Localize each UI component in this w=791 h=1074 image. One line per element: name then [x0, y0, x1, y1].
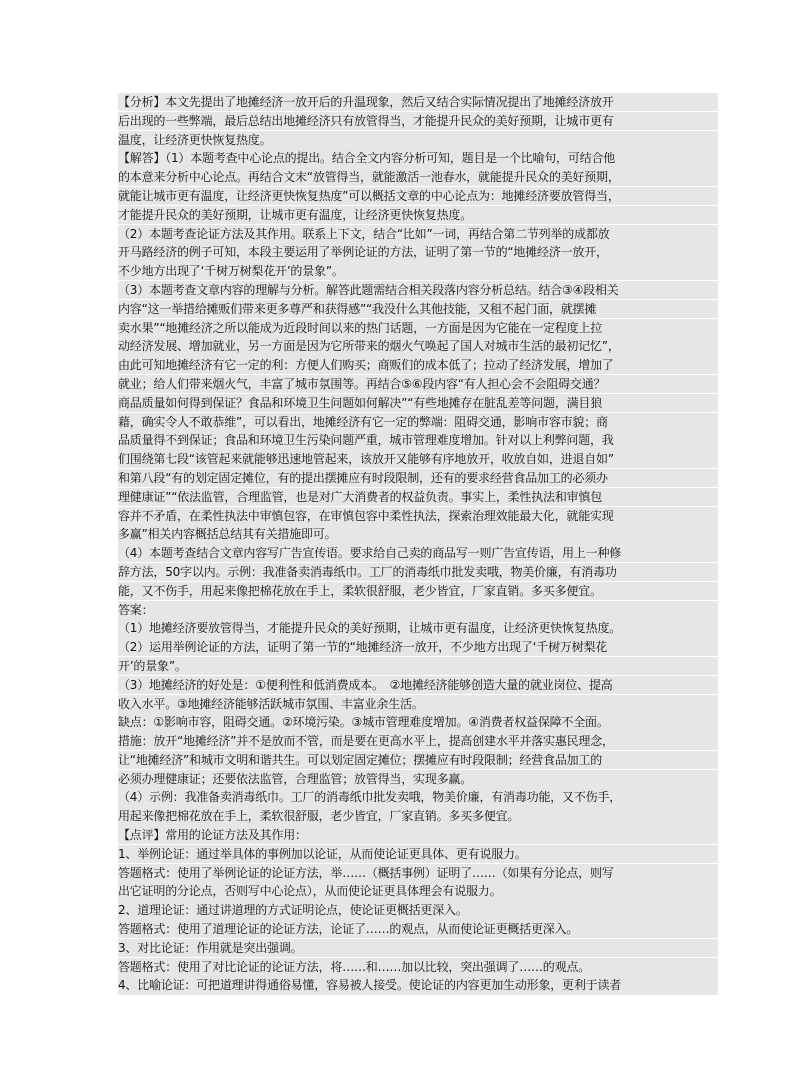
- text-line: 和第八段“有的划定固定摊位，有的提出摆摊应有时段限制，还有的要求经营食品加工的必须办: [118, 469, 718, 487]
- text-line: 才能提升民众的美好预期，让城市更有温度，让经济更快恢复热度。: [118, 206, 718, 224]
- text-line: 后出现的一些弊端，最后总结出地摊经济只有放管得当，才能提升民众的美好预期，让城市更有: [118, 112, 718, 130]
- text-line: 品质量得不到保证；食品和环境卫生污染问题严重，城市管理难度增加。针对以上利弊问题，我: [118, 431, 718, 449]
- text-line: 收入水平。③地摊经济能够活跃城市氛围、丰富业余生活。: [118, 695, 718, 713]
- text-line: 答案：: [118, 601, 718, 619]
- text-line: 辞方法，50字以内。示例：我准备卖消毒纸巾。工厂的消毒纸巾批发卖哦，物美价廉，有消毒功: [118, 563, 718, 581]
- text-line: 4、比喻论证：可把道理讲得通俗易懂，容易被人接受。使论证的内容更加生动形象，更利于读者: [118, 976, 718, 994]
- text-line: 内容“这一举措给摊贩们带来更多尊严和获得感”“我没什么其他技能，又租不起门面，就摆摊: [118, 300, 718, 318]
- text-line: 1、举例论证：通过举具体的事例加以论证，从而使论证更具体、更有说服力。: [118, 845, 718, 863]
- text-line: 就业；给人们带来烟火气，丰富了城市氛围等。再结合⑤⑥段内容“有人担心会不会阻碍交通？: [118, 375, 718, 393]
- text-line: （3）本题考查文章内容的理解与分析。解答此题需结合相关段落内容分析总结。结合③④段相关: [118, 281, 718, 299]
- text-line: （1）地摊经济要放管得当，才能提升民众的美好预期，让城市更有温度，让经济更快恢复热度。: [118, 619, 718, 637]
- text-line: 出它证明的分论点，否则写中心论点），从而使论证更具体理会有说服力。: [118, 882, 718, 900]
- text-line: 由此可知地摊经济有它一定的利：方便人们购买；商贩们的成本低了；拉动了经济发展，增加了: [118, 356, 718, 374]
- text-line: 让“地摊经济”和城市文明和谐共生。可以划定固定摊位；摆摊应有时段限制；经营食品加工的: [118, 751, 718, 769]
- text-line: 理健康证”“依法监管，合理监管，也是对广大消费者的权益负责。事实上，柔性执法和审慎包: [118, 488, 718, 506]
- text-line: （4）示例：我准备卖消毒纸巾。工厂的消毒纸巾批发卖哦，物美价廉，有消毒功能，又不伤手，: [118, 788, 718, 806]
- text-line: 就能让城市更有温度，让经济更快恢复热度”可以概括文章的中心论点为：地摊经济要放管得当，: [118, 187, 718, 205]
- text-line: 答题格式：使用了对比论证的论证方法，将……和……加以比较，突出强调了……的观点。: [118, 958, 718, 976]
- text-line: 容并不矛盾，在柔性执法中审慎包容，在审慎包容中柔性执法，探索治理效能最大化，就能实现: [118, 507, 718, 525]
- answer-document: [118, 93, 718, 995]
- text-line: 【分析】本文先提出了地摊经济一放开后的升温现象，然后又结合实际情况提出了地摊经济放开: [118, 93, 718, 111]
- text-line: 答题格式：使用了道理论证的论证方法，论证了……的观点，从而使论证更概括更深入。: [118, 920, 718, 938]
- text-line: （2）本题考查论证方法及其作用。联系上下文，结合“比如”一词，再结合第二节列举的成都放: [118, 225, 718, 243]
- text-line: 开’的景象”。: [118, 657, 718, 675]
- text-line: 们围绕第七段“该管起来就能够迅速地管起来，该放开又能够有序地放开，收放自如，进退自如”: [118, 450, 718, 468]
- text-line: 藉，确实令人不敢恭维”，可以看出，地摊经济有它一定的弊端：阻碍交通，影响市容市貌；商: [118, 413, 718, 431]
- text-line: 卖水果”“地摊经济之所以能成为近段时间以来的热门话题，一方面是因为它能在一定程度上拉: [118, 319, 718, 337]
- text-line: 【解答】（1）本题考查中心论点的提出。结合全文内容分析可知，题目是一个比喻句，可结合他: [118, 149, 718, 167]
- text-line: 2、道理论证：通过讲道理的方式证明论点，使论证更概括更深入。: [118, 901, 718, 919]
- text-line: （4）本题考查结合文章内容写广告宣传语。要求给自己卖的商品写一则广告宣传语，用上一种修: [118, 544, 718, 562]
- text-line: 开马路经济的例子可知，本段主要运用了举例论证的方法，证明了第一节的“地摊经济一放开，: [118, 243, 718, 261]
- text-line: 必须办理健康证；还要依法监管，合理监管；放管得当，实现多赢。: [118, 770, 718, 788]
- text-line: 【点评】常用的论证方法及其作用：: [118, 826, 718, 844]
- text-line: 措施：放开“地摊经济”并不是放而不管，而是要在更高水平上，提高创建水平并落实惠民理念，: [118, 732, 718, 750]
- text-line: 动经济发展、增加就业，另一方面是因为它所带来的烟火气唤起了国人对城市生活的最初记忆”，: [118, 337, 718, 355]
- text-line: 温度，让经济更快恢复热度。: [118, 131, 718, 149]
- text-line: 答题格式：使用了举例论证的论证方法，举……（概括事例）证明了……（如果有分论点，则写: [118, 864, 718, 882]
- text-line: 能，又不伤手，用起来像把棉花放在手上，柔软很舒服，老少皆宜，厂家直销。多买多便宜。: [118, 582, 718, 600]
- text-line: 用起来像把棉花放在手上，柔软很舒服，老少皆宜，厂家直销。多买多便宜。: [118, 807, 718, 825]
- text-line: （3）地摊经济的好处是：①便利性和低消费成本。 ②地摊经济能够创造大量的就业岗位、提高: [118, 676, 718, 694]
- text-line: 不少地方出现了‘千树万树梨花开’的景象”。: [118, 262, 718, 280]
- text-line: 商品质量如何得到保证？食品和环境卫生问题如何解决”“有些地摊存在脏乱差等问题，满目狼: [118, 394, 718, 412]
- text-line: 3、对比论证：作用就是突出强调。: [118, 939, 718, 957]
- text-line: 的本意来分析中心论点。再结合文末“放管得当，就能激活一池春水，就能提升民众的美好预期，: [118, 168, 718, 186]
- text-line: （2）运用举例论证的方法，证明了第一节的“地摊经济一放开，不少地方出现了‘千树万树梨花: [118, 638, 718, 656]
- text-line: 多赢”相关内容概括总结其有关措施即可。: [118, 525, 718, 543]
- text-line: 缺点：①影响市容，阻碍交通。②环境污染。③城市管理难度增加。④消费者权益保障不全面。: [118, 713, 718, 731]
